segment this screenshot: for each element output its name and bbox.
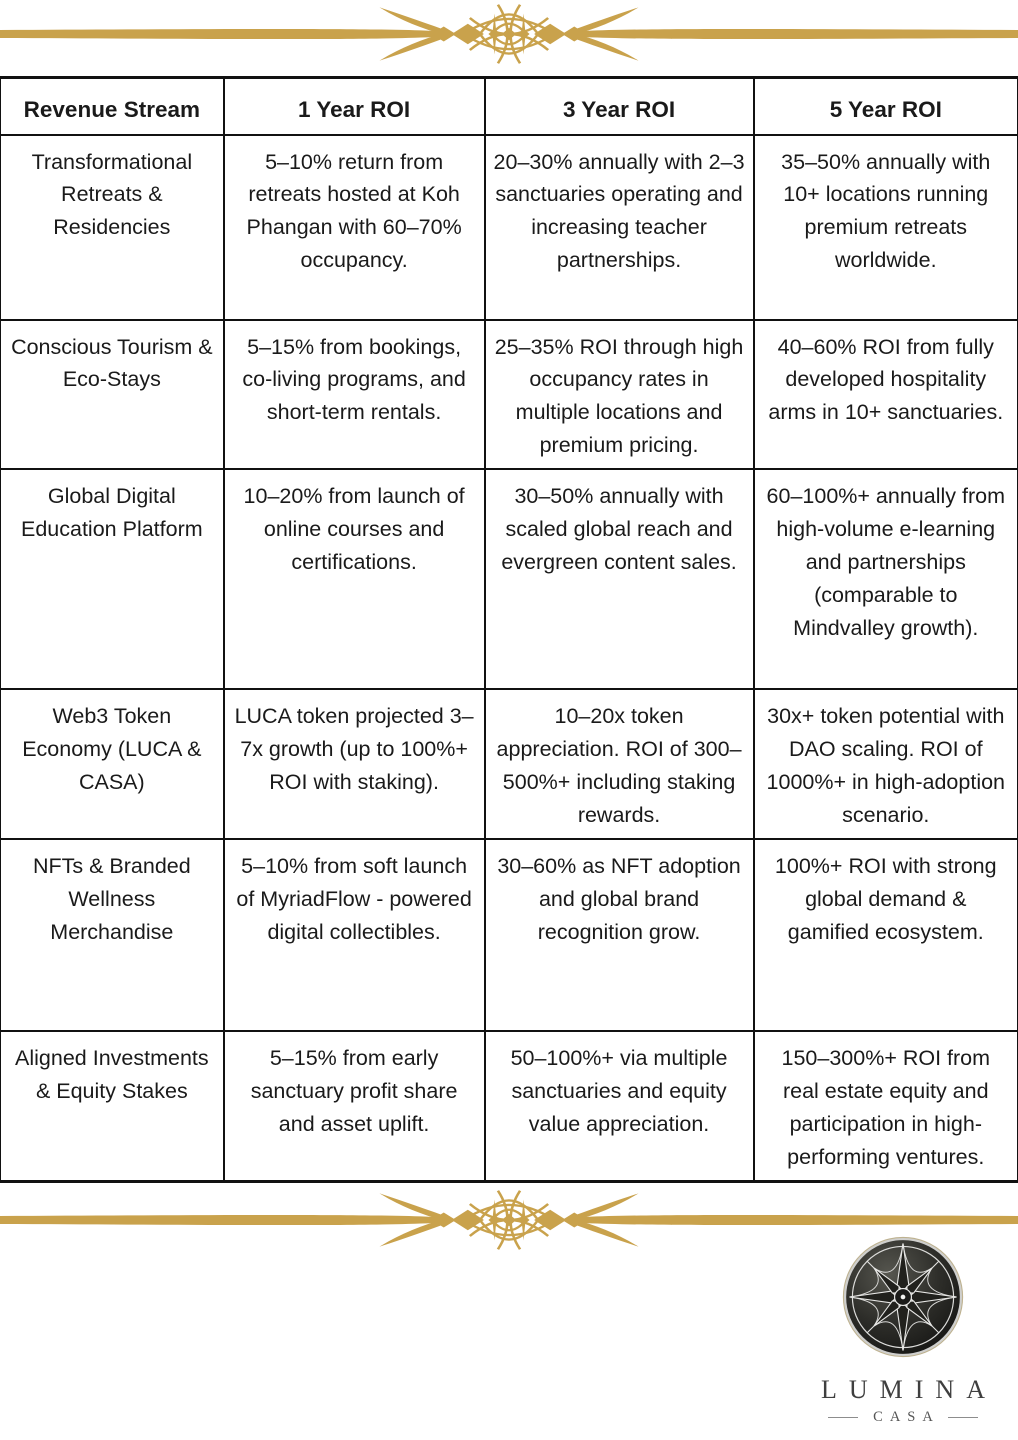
table-row <box>0 320 1018 470</box>
roi-projection-table <box>0 76 1018 1183</box>
stream-name-cell: Aligned Investments & Equity Stakes <box>0 1031 224 1181</box>
table-row <box>0 469 1018 689</box>
roi-3yr-cell: 30–60% as NFT adoption and global brand recognition grow. <box>485 839 754 1031</box>
header-5-year-roi: 5 Year ROI <box>754 78 1018 135</box>
table-header-row <box>0 78 1018 135</box>
stream-name-cell: Global Digital Education Platform <box>0 469 224 689</box>
table-row <box>0 839 1018 1031</box>
roi-5yr-cell: 35–50% annually with 10+ locations running premium retreats worldwide. <box>754 135 1018 320</box>
roi-1yr-cell: 5–15% from bookings, co-living programs, and short-term rentals. <box>224 320 485 470</box>
roi-5yr-cell: 150–300%+ ROI from real estate equity and participation in high-performing ventures. <box>754 1031 1018 1181</box>
stream-name-cell: NFTs & Branded Wellness Merchandise <box>0 839 224 1031</box>
brand-wordmark-sub <box>828 1409 978 1426</box>
compass-star-medallion-icon <box>837 1231 969 1363</box>
roi-5yr-cell: 40–60% ROI from fully developed hospitality arms in 10+ sanctuaries. <box>754 320 1018 470</box>
roi-3yr-cell: 50–100%+ via multiple sanctuaries and equity value appreciation. <box>485 1031 754 1181</box>
roi-3yr-cell: 30–50% annually with scaled global reach and evergreen content sales. <box>485 469 754 689</box>
stream-name-cell: Conscious Tourism & Eco-Stays <box>0 320 224 470</box>
roi-5yr-cell: 100%+ ROI with strong global demand & gamified ecosystem. <box>754 839 1018 1031</box>
header-revenue-stream: Revenue Stream <box>0 78 224 135</box>
header-1-year-roi: 1 Year ROI <box>224 78 485 135</box>
roi-3yr-cell: 10–20x token appreciation. ROI of 300–500%+ including staking rewards. <box>485 689 754 839</box>
roi-5yr-cell: 60–100%+ annually from high-volume e-learning and partnerships (comparable to Mindvalley growth). <box>754 469 1018 689</box>
left-rule <box>828 1417 858 1418</box>
right-rule <box>948 1417 978 1418</box>
brand-logo-block <box>810 1231 996 1426</box>
roi-1yr-cell: LUCA token projected 3–7x growth (up to 100%+ ROI with staking). <box>224 689 485 839</box>
table-row <box>0 689 1018 839</box>
stream-name-cell: Transformational Retreats & Residencies <box>0 135 224 320</box>
roi-1yr-cell: 5–10% return from retreats hosted at Koh Phangan with 60–70% occupancy. <box>224 135 485 320</box>
table-row <box>0 1031 1018 1181</box>
table-row <box>0 135 1018 320</box>
stream-name-cell: Web3 Token Economy (LUCA & CASA) <box>0 689 224 839</box>
roi-1yr-cell: 10–20% from launch of online courses and certifications. <box>224 469 485 689</box>
brand-sub-label: CASA <box>873 1409 940 1425</box>
roi-5yr-cell: 30x+ token potential with DAO scaling. ROI of 1000%+ in high-adoption scenario. <box>754 689 1018 839</box>
header-3-year-roi: 3 Year ROI <box>485 78 754 135</box>
brand-wordmark: LUMINA <box>821 1375 997 1404</box>
roi-1yr-cell: 5–10% from soft launch of MyriadFlow - powered digital collectibles. <box>224 839 485 1031</box>
roi-1yr-cell: 5–15% from early sanctuary profit share and asset uplift. <box>224 1031 485 1181</box>
gold-filigree-divider-icon <box>0 2 1018 66</box>
roi-3yr-cell: 25–35% ROI through high occupancy rates in multiple locations and premium pricing. <box>485 320 754 470</box>
roi-3yr-cell: 20–30% annually with 2–3 sanctuaries operating and increasing teacher partnerships. <box>485 135 754 320</box>
